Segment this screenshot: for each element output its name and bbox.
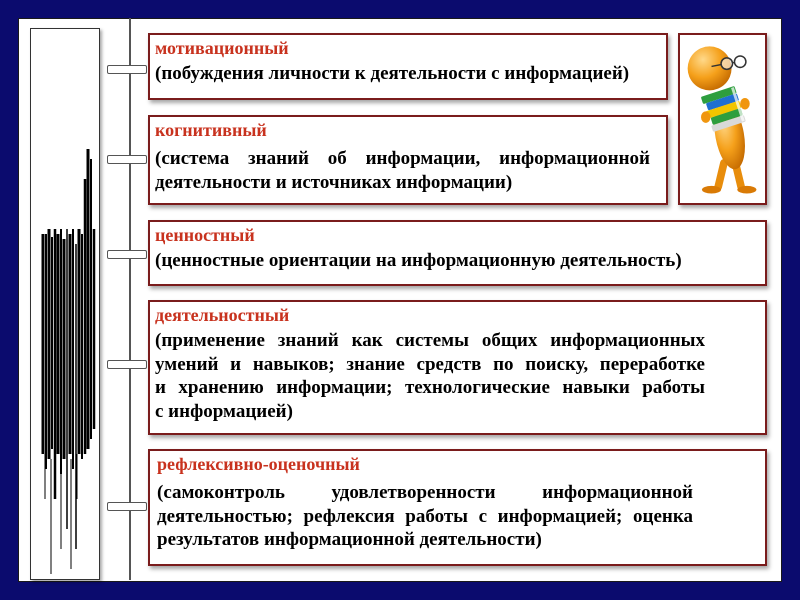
orange-figure-with-books-icon xyxy=(680,35,765,203)
component-label: деятельностный xyxy=(155,305,290,325)
component-description xyxy=(157,481,759,552)
figure-left-hand xyxy=(701,111,711,122)
figure-right-foot xyxy=(737,186,756,194)
description-line: (самоконтроль удовлетворенности информационной xyxy=(157,482,693,503)
description-line: деятельностью; рефлексия работы с информацией; оценка xyxy=(157,505,693,527)
description-line: деятельности и источниках информации) xyxy=(155,171,513,193)
description-line: результатов информационной деятельности) xyxy=(157,529,542,550)
description-line: (ценностные ориентации на информационную деятельность) xyxy=(155,250,682,271)
component-label: ценностный xyxy=(155,225,255,245)
description-line: и хранению информации; технологические навыки работы xyxy=(155,377,705,398)
figure-left-foot xyxy=(702,186,721,194)
figure-right-hand xyxy=(740,98,750,109)
connector-3 xyxy=(107,250,147,259)
vertical-title-graphic xyxy=(31,29,99,579)
component-box-activity xyxy=(148,300,767,435)
description-line: (система знаний об информации, информационной xyxy=(155,148,650,169)
component-label: когнитивный xyxy=(155,120,267,140)
connector-5 xyxy=(107,502,147,511)
component-box-reflective xyxy=(148,449,767,566)
description-line: (побуждения личности к деятельности с информацией) xyxy=(155,63,630,84)
component-box-value xyxy=(148,220,767,286)
connector-4 xyxy=(107,360,147,369)
component-label: рефлексивно-оценочный xyxy=(157,454,360,474)
component-description xyxy=(155,329,759,423)
connector-1 xyxy=(107,65,147,74)
vertical-title-box xyxy=(30,28,100,580)
description-line: (применение знаний как системы общих информационных xyxy=(155,330,705,351)
vertical-title-strokes xyxy=(43,149,94,574)
connector-2 xyxy=(107,155,147,164)
component-label: мотивационный xyxy=(155,38,289,58)
component-description xyxy=(155,249,759,273)
component-description xyxy=(155,62,660,86)
figure-left-leg xyxy=(718,163,724,187)
connector-spine xyxy=(129,18,131,580)
component-box-motivational xyxy=(148,33,668,100)
description-line: умений и навыков; знание средств по поиску, переработке xyxy=(155,353,705,375)
description-line: с информацией) xyxy=(155,400,293,422)
component-box-cognitive xyxy=(148,115,668,205)
illustration-box xyxy=(678,33,767,205)
component-description xyxy=(155,147,660,194)
